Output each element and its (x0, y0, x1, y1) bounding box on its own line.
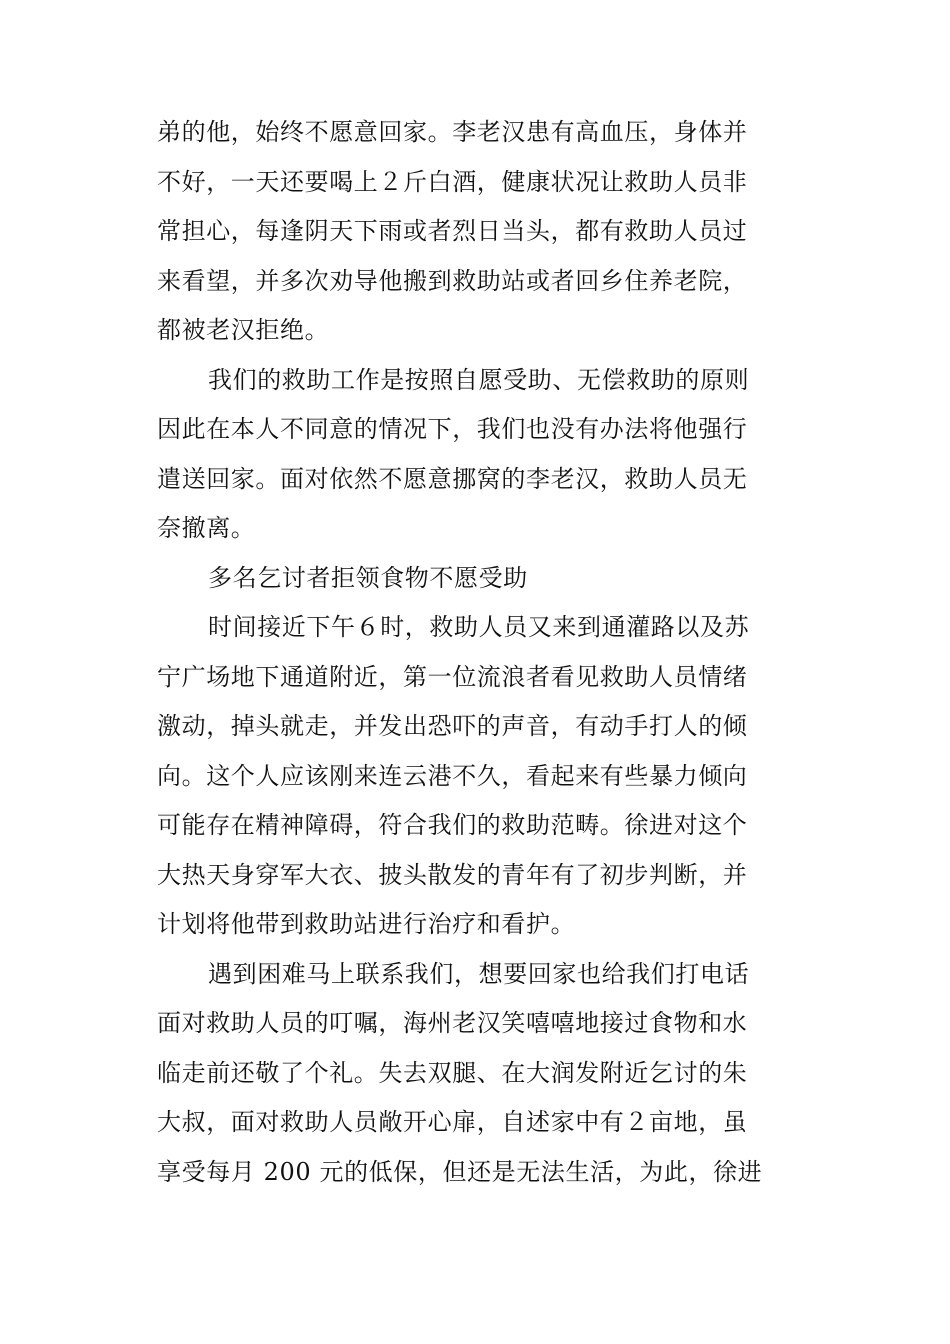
text-line: 都被老汉拒绝。 (157, 316, 330, 344)
body-text (157, 108, 797, 1197)
text-line: 激动，掉头就走，并发出恐吓的声音，有动手打人的倾 (157, 712, 748, 740)
paragraph-first-line: 我们的救助工作是按照自愿受助、无偿救助的原则 (208, 365, 750, 394)
text-line: 遣送回家。面对依然不愿意挪窝的李老汉，救助人员无 (157, 464, 748, 493)
text-line: 来看望，并多次劝导他搬到救助站或者回乡住养老院， (157, 266, 748, 295)
text-line: 因此在本人不同意的情况下，我们也没有办法将他强行 (157, 415, 748, 443)
text-line: 可能存在精神障碍，符合我们的救助范畴。徐进对这个 (157, 811, 748, 839)
text-line: 常担心，每逢阴天下雨或者烈日当头，都有救助人员过 (157, 217, 748, 245)
text-line: 大叔，面对救助人员敞开心扉，自述家中有２亩地，虽 (157, 1108, 748, 1136)
text-line: 弟的他，始终不愿意回家。李老汉患有高血压，身体并 (157, 118, 748, 146)
paragraph-first-line: 遇到困难马上联系我们，想要回家也给我们打电话 (208, 959, 750, 988)
text-line: 奈撤离。 (157, 514, 256, 542)
text-line: 面对救助人员的叮嘱，海州老汉笑嘻嘻地接过食物和水 (157, 1009, 748, 1037)
text-line: 大热天身穿军大衣、披头散发的青年有了初步判断，并 (157, 860, 748, 889)
text-line: 计划将他带到救助站进行治疗和看护。 (157, 910, 576, 938)
text-line: 宁广场地下通道附近，第一位流浪者看见救助人员情绪 (157, 662, 748, 691)
text-line: 享受每月 200 元的低保，但还是无法生活，为此，徐进 (157, 1157, 763, 1186)
text-line: 不好，一天还要喝上２斤白酒，健康状况让救助人员非 (157, 167, 748, 196)
section-heading: 多名乞讨者拒领食物不愿受助 (208, 563, 528, 592)
paragraph-first-line: 时间接近下午６时，救助人员又来到通灌路以及苏 (208, 613, 750, 641)
text-line: 临走前还敬了个礼。失去双腿、在大润发附近乞讨的朱 (157, 1058, 748, 1087)
text-line: 向。这个人应该刚来连云港不久，看起来有些暴力倾向 (157, 761, 748, 790)
